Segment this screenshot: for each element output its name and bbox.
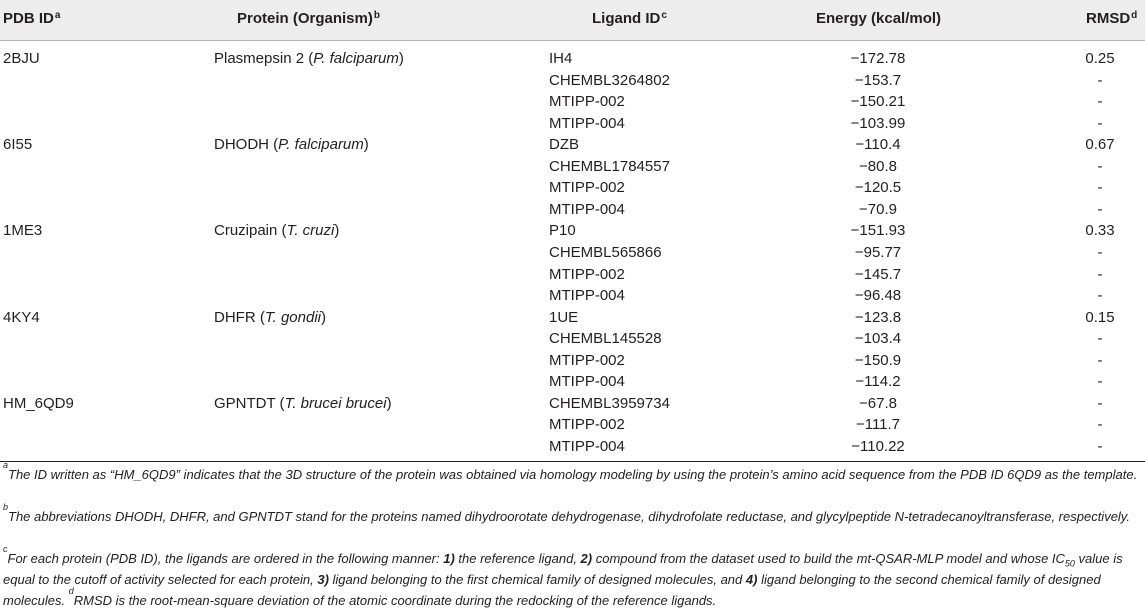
cell-ligand-id: CHEMBL1784557 <box>549 157 670 175</box>
cell-energy: −96.48 <box>854 287 902 305</box>
cell-energy: −70.9 <box>859 200 897 218</box>
cell-rmsd: - <box>1097 265 1103 283</box>
cell-protein: Cruzipain (T. cruzi) <box>214 222 340 240</box>
cell-energy: −114.2 <box>855 373 901 391</box>
cell-rmsd: - <box>1097 93 1103 111</box>
cell-rmsd: - <box>1097 373 1103 391</box>
cell-energy: −110.4 <box>855 136 901 154</box>
table-header-row <box>0 0 1145 41</box>
cell-pdb-id: 4KY4 <box>3 308 40 326</box>
cell-rmsd: - <box>1097 330 1103 348</box>
cell-rmsd: - <box>1097 351 1103 369</box>
cell-rmsd: - <box>1097 437 1103 455</box>
footnote-d-text: RMSD is the root-mean-square deviation of the atomic coordinate during the redocking of the reference ligands. <box>73 593 717 608</box>
cell-rmsd: - <box>1097 394 1103 412</box>
cell-energy: −110.22 <box>851 437 905 455</box>
organism-name: P. falciparum <box>278 136 364 154</box>
header-protein: Protein (Organism)$^b$ <box>237 10 380 27</box>
footnote-d-mark: d <box>68 586 74 596</box>
cell-rmsd: 0.15 <box>1085 308 1115 326</box>
cell-ligand-id: MTIPP-004 <box>549 373 625 391</box>
cell-energy: −80.8 <box>859 157 897 175</box>
cell-energy: −150.21 <box>850 93 906 111</box>
cell-ligand-id: MTIPP-004 <box>549 437 625 455</box>
cell-energy: −111.7 <box>855 416 901 434</box>
organism-name: T. brucei brucei <box>284 394 387 412</box>
cell-energy: −123.8 <box>854 308 902 326</box>
cell-ligand-id: MTIPP-002 <box>549 351 625 369</box>
table-bottom-rule <box>0 461 1145 462</box>
cell-rmsd: - <box>1097 71 1103 89</box>
cell-energy: −67.8 <box>859 394 897 412</box>
cell-rmsd: 0.33 <box>1085 222 1115 240</box>
cell-energy: −150.9 <box>854 351 902 369</box>
cell-pdb-id: 1ME3 <box>3 222 43 240</box>
cell-pdb-id: 6I55 <box>3 136 33 154</box>
footnote-b: $^b$The abbreviations DHODH, DHFR, and GPNTDT stand for the proteins named dihydroorotate dehydrogenase, dihydrofolate reductase, and glycylpeptide N-tetradecanoyltransferase, respectively. <box>3 502 1130 524</box>
cell-pdb-id: 2BJU <box>3 50 40 67</box>
cell-pdb-id: HM_6QD9 <box>3 394 74 412</box>
cell-rmsd: - <box>1097 114 1103 132</box>
organism-name: P. falciparum <box>313 50 399 67</box>
cell-ligand-id: MTIPP-002 <box>549 179 625 197</box>
footnote-c: $^c$For each protein (PDB ID), the ligands are ordered in the following manner: 1) the reference ligand, 2) compound from the dataset used to build the mt-QSAR-MLP model and whose $IC_{50}$ value is equal to the cutoff of activity selected for each protein, 3) ligand belonging to the first chemical family of designed molecules, and 4) ligand belonging to the second chemical family of designed molecules. $^d$RMSD is the root-mean-square deviation of the atomic coordinate during the redocking of the reference ligands. <box>3 544 1123 608</box>
cell-rmsd: - <box>1097 179 1103 197</box>
cell-ligand-id: DZB <box>549 136 579 154</box>
cell-rmsd: - <box>1097 244 1103 261</box>
cell-protein: GPNTDT (T. brucei brucei) <box>214 394 392 412</box>
cell-ligand-id: 1UE <box>549 308 579 326</box>
cell-ligand-id: CHEMBL3264802 <box>549 71 670 89</box>
cell-ligand-id: P10 <box>549 222 576 240</box>
footnote-a: $^a$The ID written as “HM_6QD9” indicates that the 3D structure of the protein was obtained via homology modeling by using the protein’s amino acid sequence from the PDB ID 6QD9 as the template. <box>3 460 1138 482</box>
cell-energy: −172.78 <box>850 50 906 67</box>
cell-energy: −103.99 <box>850 114 906 132</box>
cell-ligand-id: CHEMBL3959734 <box>549 394 670 412</box>
cell-ligand-id: MTIPP-002 <box>549 416 625 434</box>
header-energy: Energy (kcal/mol) <box>816 10 942 27</box>
cell-ligand-id: CHEMBL145528 <box>549 330 662 348</box>
cell-ligand-id: CHEMBL565866 <box>549 244 662 261</box>
cell-energy: −153.7 <box>854 71 902 89</box>
cell-ligand-id: MTIPP-004 <box>549 287 625 305</box>
cell-rmsd: - <box>1097 157 1103 175</box>
cell-rmsd: - <box>1097 416 1103 434</box>
organism-name: T. cruzi <box>286 222 335 240</box>
header-pdb-id: PDB $ID^a$ <box>3 10 61 27</box>
cell-rmsd: 0.67 <box>1085 136 1115 154</box>
cell-energy: −95.77 <box>854 244 902 261</box>
cell-ligand-id: MTIPP-002 <box>549 265 625 283</box>
cell-ligand-id: IH4 <box>549 50 573 67</box>
cell-protein: DHFR (T. gondii) <box>214 308 326 326</box>
header-ligand-id: Ligand $ID^c$ <box>592 10 667 27</box>
cell-ligand-id: MTIPP-002 <box>549 93 625 111</box>
cell-energy: −145.7 <box>854 265 902 283</box>
cell-protein: DHODH (P. falciparum) <box>214 136 369 154</box>
cell-rmsd: - <box>1097 200 1103 218</box>
cell-protein: Plasmepsin 2 (P. falciparum) <box>214 50 404 67</box>
cell-rmsd: 0.25 <box>1085 50 1115 67</box>
cell-ligand-id: MTIPP-004 <box>549 114 625 132</box>
header-rmsd: RMSD$^d$ <box>1086 10 1138 27</box>
cell-rmsd: - <box>1097 287 1103 305</box>
cell-ligand-id: MTIPP-004 <box>549 200 625 218</box>
cell-energy: −103.4 <box>854 330 902 348</box>
cell-energy: −120.5 <box>854 179 902 197</box>
cell-energy: −151.93 <box>850 222 906 240</box>
organism-name: T. gondii <box>264 308 321 326</box>
